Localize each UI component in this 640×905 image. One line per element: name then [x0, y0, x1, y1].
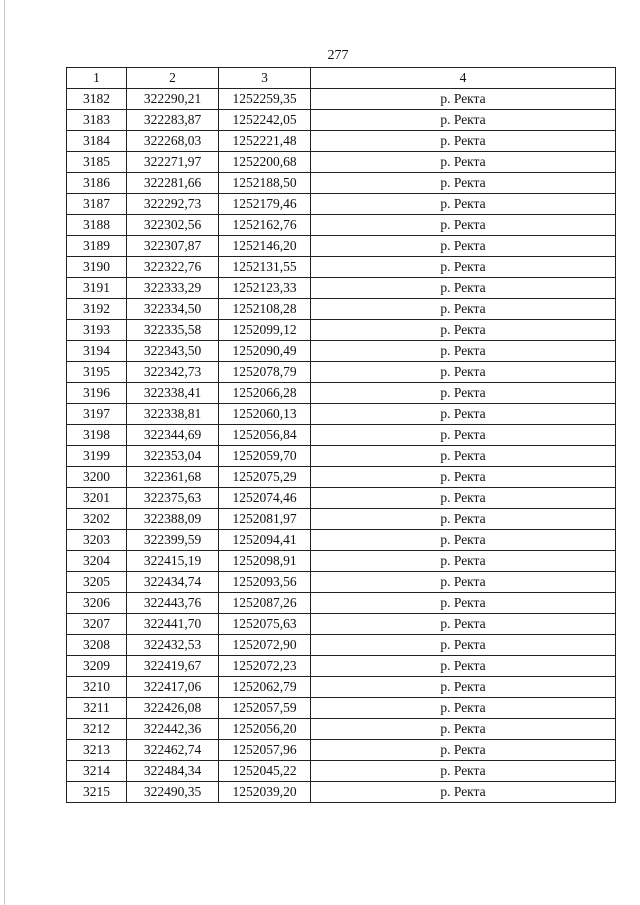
table-row: [67, 488, 616, 509]
table-row: [67, 677, 616, 698]
table-row: [67, 152, 616, 173]
table-row: [67, 215, 616, 236]
description-cell: р. Ректа: [311, 677, 616, 698]
y-coordinate-cell: 1252179,46: [219, 194, 311, 215]
point-number-cell: 3184: [67, 131, 127, 152]
description-cell: р. Ректа: [311, 194, 616, 215]
x-coordinate-cell: 322307,87: [127, 236, 219, 257]
description-cell: р. Ректа: [311, 278, 616, 299]
description-cell: р. Ректа: [311, 425, 616, 446]
x-coordinate-cell: 322333,29: [127, 278, 219, 299]
description-cell: р. Ректа: [311, 131, 616, 152]
description-cell: р. Ректа: [311, 404, 616, 425]
point-number-cell: 3186: [67, 173, 127, 194]
x-coordinate-cell: 322271,97: [127, 152, 219, 173]
x-coordinate-cell: 322334,50: [127, 299, 219, 320]
table-row: [67, 635, 616, 656]
point-number-cell: 3204: [67, 551, 127, 572]
y-coordinate-cell: 1252066,28: [219, 383, 311, 404]
description-cell: р. Ректа: [311, 740, 616, 761]
table-row: [67, 383, 616, 404]
x-coordinate-cell: 322322,76: [127, 257, 219, 278]
coordinates-table: [66, 67, 616, 803]
y-coordinate-cell: 1252146,20: [219, 236, 311, 257]
point-number-cell: 3182: [67, 89, 127, 110]
description-cell: р. Ректа: [311, 614, 616, 635]
point-number-cell: 3213: [67, 740, 127, 761]
point-number-cell: 3196: [67, 383, 127, 404]
description-cell: р. Ректа: [311, 467, 616, 488]
table-row: [67, 761, 616, 782]
table-row: [67, 131, 616, 152]
table-row: [67, 110, 616, 131]
x-coordinate-cell: 322335,58: [127, 320, 219, 341]
y-coordinate-cell: 1252059,70: [219, 446, 311, 467]
description-cell: р. Ректа: [311, 488, 616, 509]
point-number-cell: 3210: [67, 677, 127, 698]
column-header-3: 3: [219, 68, 311, 89]
x-coordinate-cell: 322484,34: [127, 761, 219, 782]
point-number-cell: 3215: [67, 782, 127, 803]
table-body: [67, 89, 616, 803]
y-coordinate-cell: 1252081,97: [219, 509, 311, 530]
point-number-cell: 3187: [67, 194, 127, 215]
y-coordinate-cell: 1252075,63: [219, 614, 311, 635]
table-header-row: [67, 68, 616, 89]
y-coordinate-cell: 1252062,79: [219, 677, 311, 698]
scan-left-edge: [4, 0, 5, 905]
y-coordinate-cell: 1252259,35: [219, 89, 311, 110]
x-coordinate-cell: 322302,56: [127, 215, 219, 236]
description-cell: р. Ректа: [311, 530, 616, 551]
table-row: [67, 320, 616, 341]
column-header-1: 1: [67, 68, 127, 89]
point-number-cell: 3191: [67, 278, 127, 299]
description-cell: р. Ректа: [311, 719, 616, 740]
x-coordinate-cell: 322344,69: [127, 425, 219, 446]
description-cell: р. Ректа: [311, 341, 616, 362]
description-cell: р. Ректа: [311, 782, 616, 803]
x-coordinate-cell: 322388,09: [127, 509, 219, 530]
description-cell: р. Ректа: [311, 215, 616, 236]
y-coordinate-cell: 1252131,55: [219, 257, 311, 278]
table-row: [67, 362, 616, 383]
x-coordinate-cell: 322268,03: [127, 131, 219, 152]
table-row: [67, 194, 616, 215]
y-coordinate-cell: 1252057,96: [219, 740, 311, 761]
table-row: [67, 782, 616, 803]
x-coordinate-cell: 322283,87: [127, 110, 219, 131]
table-row: [67, 572, 616, 593]
x-coordinate-cell: 322426,08: [127, 698, 219, 719]
y-coordinate-cell: 1252074,46: [219, 488, 311, 509]
description-cell: р. Ректа: [311, 656, 616, 677]
column-header-4: 4: [311, 68, 616, 89]
point-number-cell: 3195: [67, 362, 127, 383]
table-row: [67, 425, 616, 446]
x-coordinate-cell: 322419,67: [127, 656, 219, 677]
x-coordinate-cell: 322361,68: [127, 467, 219, 488]
y-coordinate-cell: 1252099,12: [219, 320, 311, 341]
point-number-cell: 3206: [67, 593, 127, 614]
description-cell: р. Ректа: [311, 761, 616, 782]
y-coordinate-cell: 1252090,49: [219, 341, 311, 362]
point-number-cell: 3211: [67, 698, 127, 719]
description-cell: р. Ректа: [311, 509, 616, 530]
y-coordinate-cell: 1252098,91: [219, 551, 311, 572]
description-cell: р. Ректа: [311, 446, 616, 467]
point-number-cell: 3197: [67, 404, 127, 425]
x-coordinate-cell: 322353,04: [127, 446, 219, 467]
y-coordinate-cell: 1252242,05: [219, 110, 311, 131]
x-coordinate-cell: 322415,19: [127, 551, 219, 572]
point-number-cell: 3207: [67, 614, 127, 635]
y-coordinate-cell: 1252056,84: [219, 425, 311, 446]
x-coordinate-cell: 322443,76: [127, 593, 219, 614]
point-number-cell: 3194: [67, 341, 127, 362]
description-cell: р. Ректа: [311, 593, 616, 614]
table-row: [67, 446, 616, 467]
description-cell: р. Ректа: [311, 89, 616, 110]
x-coordinate-cell: 322292,73: [127, 194, 219, 215]
y-coordinate-cell: 1252200,68: [219, 152, 311, 173]
table-row: [67, 278, 616, 299]
point-number-cell: 3183: [67, 110, 127, 131]
table-row: [67, 89, 616, 110]
x-coordinate-cell: 322434,74: [127, 572, 219, 593]
point-number-cell: 3185: [67, 152, 127, 173]
description-cell: р. Ректа: [311, 551, 616, 572]
y-coordinate-cell: 1252075,29: [219, 467, 311, 488]
y-coordinate-cell: 1252039,20: [219, 782, 311, 803]
y-coordinate-cell: 1252060,13: [219, 404, 311, 425]
x-coordinate-cell: 322417,06: [127, 677, 219, 698]
description-cell: р. Ректа: [311, 299, 616, 320]
description-cell: р. Ректа: [311, 257, 616, 278]
table-row: [67, 551, 616, 572]
point-number-cell: 3201: [67, 488, 127, 509]
y-coordinate-cell: 1252108,28: [219, 299, 311, 320]
x-coordinate-cell: 322490,35: [127, 782, 219, 803]
x-coordinate-cell: 322441,70: [127, 614, 219, 635]
description-cell: р. Ректа: [311, 362, 616, 383]
x-coordinate-cell: 322343,50: [127, 341, 219, 362]
table-row: [67, 341, 616, 362]
description-cell: р. Ректа: [311, 698, 616, 719]
x-coordinate-cell: 322432,53: [127, 635, 219, 656]
point-number-cell: 3199: [67, 446, 127, 467]
point-number-cell: 3193: [67, 320, 127, 341]
point-number-cell: 3190: [67, 257, 127, 278]
point-number-cell: 3200: [67, 467, 127, 488]
table-row: [67, 299, 616, 320]
point-number-cell: 3208: [67, 635, 127, 656]
description-cell: р. Ректа: [311, 383, 616, 404]
column-header-2: 2: [127, 68, 219, 89]
y-coordinate-cell: 1252188,50: [219, 173, 311, 194]
y-coordinate-cell: 1252087,26: [219, 593, 311, 614]
point-number-cell: 3212: [67, 719, 127, 740]
y-coordinate-cell: 1252072,23: [219, 656, 311, 677]
point-number-cell: 3198: [67, 425, 127, 446]
point-number-cell: 3188: [67, 215, 127, 236]
y-coordinate-cell: 1252123,33: [219, 278, 311, 299]
point-number-cell: 3209: [67, 656, 127, 677]
x-coordinate-cell: 322281,66: [127, 173, 219, 194]
x-coordinate-cell: 322442,36: [127, 719, 219, 740]
x-coordinate-cell: 322399,59: [127, 530, 219, 551]
table-row: [67, 593, 616, 614]
table-row: [67, 467, 616, 488]
description-cell: р. Ректа: [311, 110, 616, 131]
x-coordinate-cell: 322375,63: [127, 488, 219, 509]
x-coordinate-cell: 322462,74: [127, 740, 219, 761]
table-row: [67, 236, 616, 257]
y-coordinate-cell: 1252078,79: [219, 362, 311, 383]
point-number-cell: 3202: [67, 509, 127, 530]
description-cell: р. Ректа: [311, 320, 616, 341]
table-row: [67, 698, 616, 719]
y-coordinate-cell: 1252162,76: [219, 215, 311, 236]
description-cell: р. Ректа: [311, 635, 616, 656]
point-number-cell: 3189: [67, 236, 127, 257]
table-row: [67, 173, 616, 194]
description-cell: р. Ректа: [311, 236, 616, 257]
table-row: [67, 257, 616, 278]
description-cell: р. Ректа: [311, 572, 616, 593]
page-number: 277: [327, 48, 349, 63]
x-coordinate-cell: 322342,73: [127, 362, 219, 383]
x-coordinate-cell: 322290,21: [127, 89, 219, 110]
table-row: [67, 509, 616, 530]
y-coordinate-cell: 1252094,41: [219, 530, 311, 551]
x-coordinate-cell: 322338,81: [127, 404, 219, 425]
table-row: [67, 404, 616, 425]
y-coordinate-cell: 1252072,90: [219, 635, 311, 656]
point-number-cell: 3214: [67, 761, 127, 782]
y-coordinate-cell: 1252045,22: [219, 761, 311, 782]
point-number-cell: 3203: [67, 530, 127, 551]
point-number-cell: 3192: [67, 299, 127, 320]
y-coordinate-cell: 1252221,48: [219, 131, 311, 152]
table-row: [67, 719, 616, 740]
y-coordinate-cell: 1252056,20: [219, 719, 311, 740]
table-row: [67, 740, 616, 761]
y-coordinate-cell: 1252093,56: [219, 572, 311, 593]
table-row: [67, 656, 616, 677]
table-row: [67, 614, 616, 635]
y-coordinate-cell: 1252057,59: [219, 698, 311, 719]
point-number-cell: 3205: [67, 572, 127, 593]
description-cell: р. Ректа: [311, 152, 616, 173]
table-row: [67, 530, 616, 551]
description-cell: р. Ректа: [311, 173, 616, 194]
x-coordinate-cell: 322338,41: [127, 383, 219, 404]
